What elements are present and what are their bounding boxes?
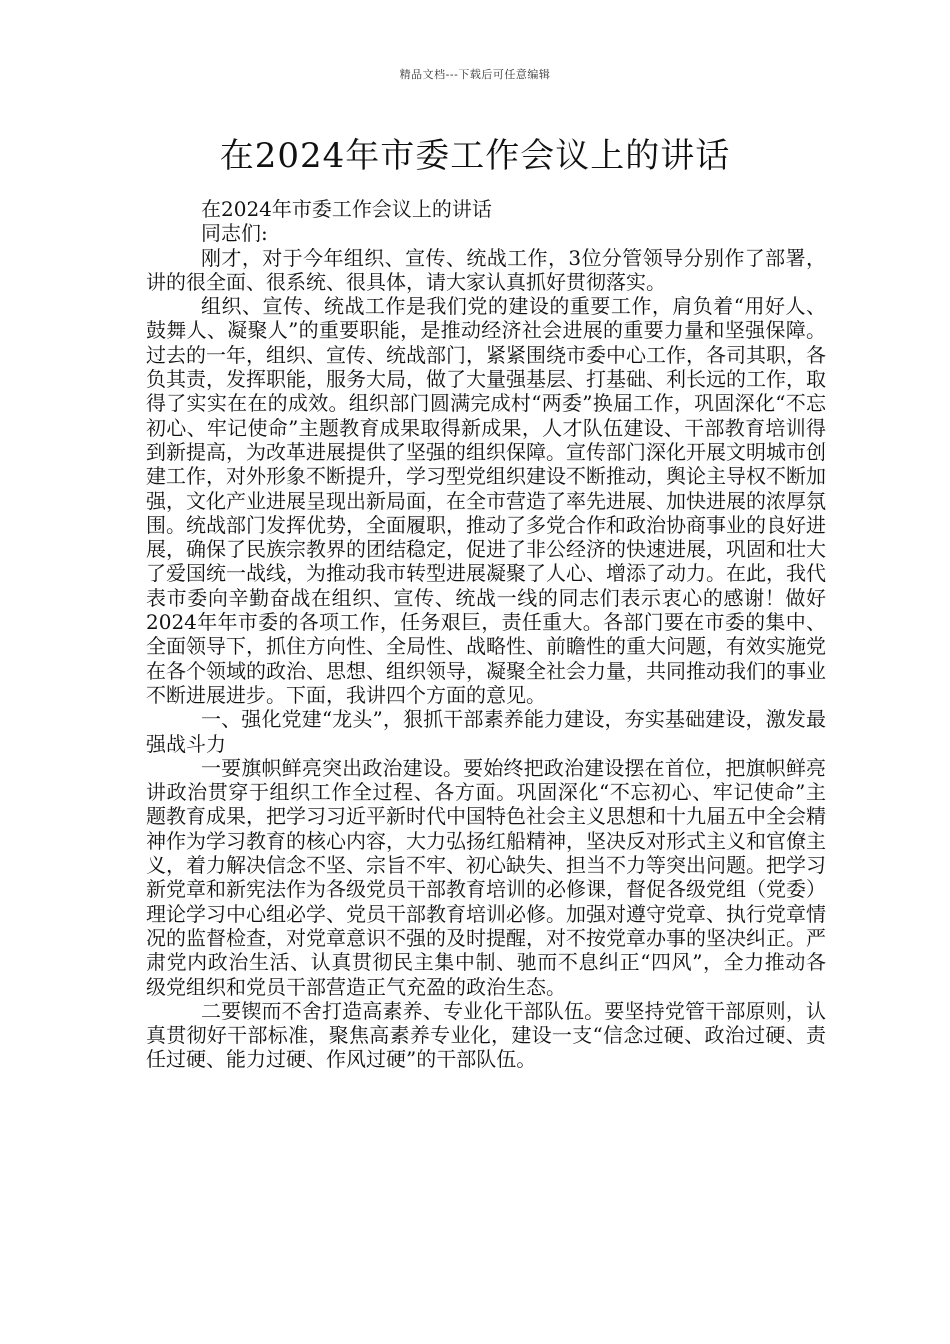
section-heading: 一、强化党建“龙头”，狠抓干部素养能力建设，夯实基础建设，激发最强战斗力 xyxy=(146,707,826,756)
document-title: 在2024年市委工作会议上的讲话 xyxy=(219,136,731,176)
salutation-paragraph: 同志们: xyxy=(201,221,268,246)
subtitle-paragraph: 在2024年市委工作会议上的讲话 xyxy=(201,197,492,221)
body-paragraph: 刚才，对于今年组织、宣传、统战工作，3位分管领导分别作了部署，讲的很全面、很系统、很具体，请大家认真抓好贯彻落实。 xyxy=(146,245,826,294)
document-body xyxy=(146,197,826,1072)
body-paragraph: 组织、宣传、统战工作是我们党的建设的重要工作，肩负着“用好人、鼓舞人、凝聚人”的重要职能，是推动经济社会进展的重要力量和坚强保障。过去的一年，组织、宣传、统战部门，紧紧围绕市委中心工作，各司其职，各负其责，发挥职能，服务大局，做了大量强基层、打基础、利长远的工作，取得了实实在在的成效。组织部门圆满完成村“两委”换届工作，巩固深化“不忘初心、牢记使命”主题教育成果取得新成果，人才队伍建设、干部教育培训得到新提高，为改革进展提供了坚强的组织保障。宣传部门深化开展文明城市创建工作，对外形象不断提升，学习型党组织建设不断推动，舆论主导权不断加强，文化产业进展呈现出新局面，在全市营造了率先进展、加快进展的浓厚氛围。统战部门发挥优势，全面履职，推动了多党合作和政治协商事业的良好进展，确保了民族宗教界的团结稳定，促进了非公经济的快速进展，巩固和壮大了爱国统一战线，为推动我市转型进展凝聚了人心、增添了动力。在此，我代表市委向辛勤奋战在组织、宣传、统战一线的同志们表示衷心的感谢！做好2024年年市委的各项工作，任务艰巨，责任重大。各部门要在市委的集中、全面领导下，抓住方向性、全局性、战略性、前瞻性的重大问题，有效实施党在各个领域的政治、思想、组织领导，凝聚全社会力量，共同推动我们的事业不断进展进步。下面，我讲四个方面的意见。 xyxy=(146,294,826,707)
document-header-note: 精品文档---下载后可任意编辑 xyxy=(399,68,551,81)
body-paragraph: 一要旗帜鲜亮突出政治建设。要始终把政治建设摆在首位，把旗帜鲜亮讲政治贯穿于组织工作全过程、各方面。巩固深化“不忘初心、牢记使命”主题教育成果，把学习习近平新时代中国特色社会主义思想和十九届五中全会精神作为学习教育的核心内容，大力弘扬红船精神，坚决反对形式主义和官僚主义，着力解决信念不坚、宗旨不牢、初心缺失、担当不力等突出问题。把学习新党章和新宪法作为各级党员干部教育培训的必修课，督促各级党组（党委）理论学习中心组必学、党员干部教育培训必修。加强对遵守党章、执行党章情况的监督检查，对党章意识不强的及时提醒，对不按党章办事的坚决纠正。严肃党内政治生活、认真贯彻民主集中制、驰而不息纠正“四风”，全力推动各级党组织和党员干部营造正气充盈的政治生态。 xyxy=(146,755,826,999)
body-paragraph: 二要锲而不舍打造高素养、专业化干部队伍。要坚持党管干部原则，认真贯彻好干部标准，聚焦高素养专业化，建设一支“信念过硬、政治过硬、责任过硬、能力过硬、作风过硬”的干部队伍。 xyxy=(146,998,826,1072)
